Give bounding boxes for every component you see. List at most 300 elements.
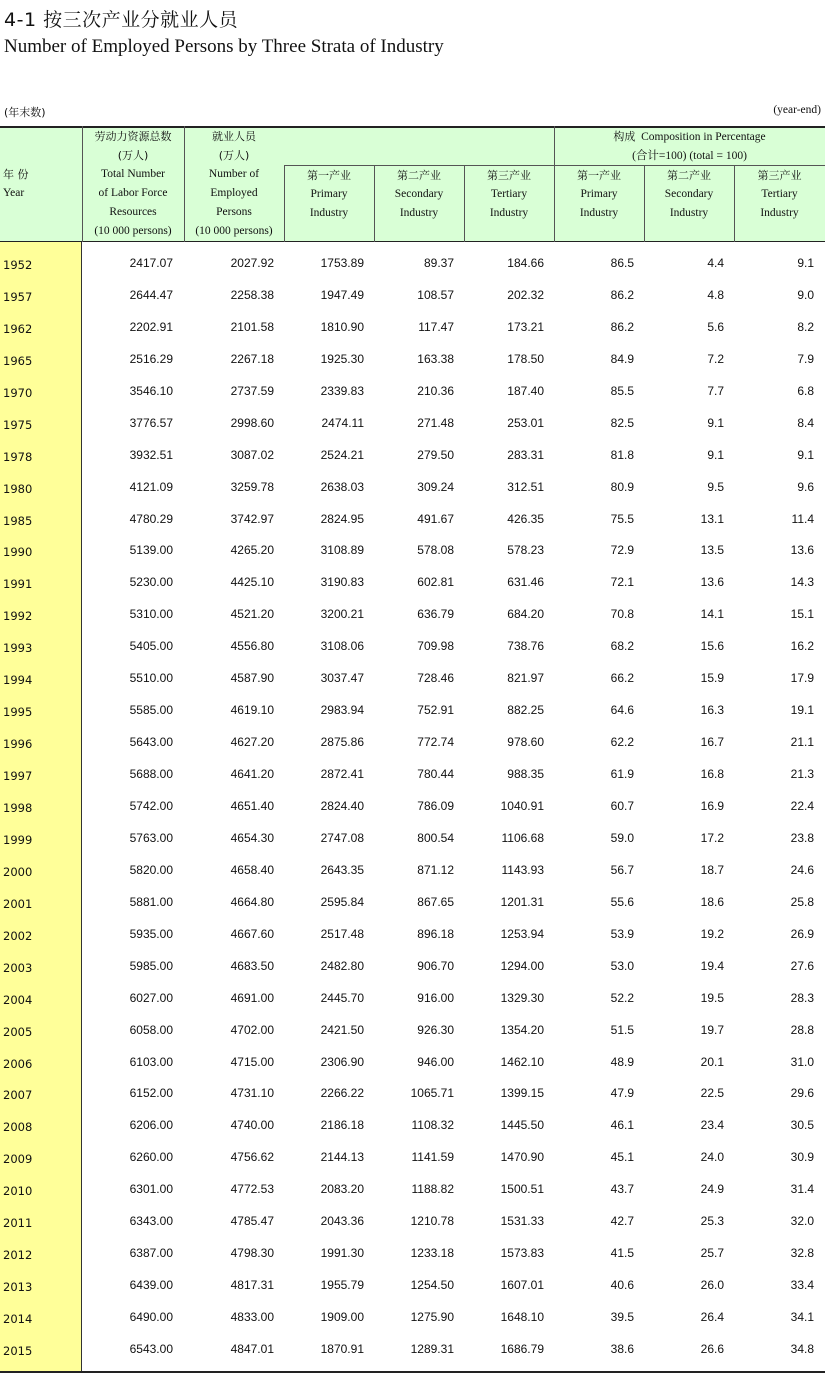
value-cell: 926.30 <box>417 1022 454 1037</box>
value-cell: 1294.00 <box>500 958 544 973</box>
value-cell: 4798.30 <box>230 1246 274 1261</box>
unit-note-chinese: (年末数) <box>4 106 46 119</box>
header-composition-en: Composition in Percentage <box>641 131 766 143</box>
table-row <box>0 466 825 498</box>
value-cell: 117.47 <box>418 319 454 334</box>
value-cell: 636.79 <box>417 607 454 622</box>
year-cell: 1990 <box>3 545 33 560</box>
header-divider-1 <box>82 126 83 242</box>
value-cell: 53.9 <box>610 926 634 941</box>
value-cell: 2998.60 <box>230 415 274 430</box>
year-cell: 2013 <box>3 1280 33 1295</box>
table-title-english: Number of Employed Persons by Three Strata of Industry <box>4 36 444 57</box>
year-cell: 2010 <box>3 1184 33 1199</box>
value-cell: 4756.62 <box>230 1150 274 1165</box>
value-cell: 16.2 <box>790 639 814 654</box>
value-cell: 55.6 <box>610 894 634 909</box>
year-cell: 1997 <box>3 769 33 784</box>
value-cell: 3932.51 <box>129 447 173 462</box>
header-primary-abs <box>284 166 374 242</box>
header-secondary-en1: Secondary <box>394 188 444 200</box>
value-cell: 3742.97 <box>230 511 274 526</box>
value-cell: 2267.18 <box>230 351 274 366</box>
value-cell: 7.7 <box>707 383 724 398</box>
year-cell: 1985 <box>3 513 33 528</box>
year-cell: 1995 <box>3 705 33 720</box>
value-cell: 1329.30 <box>500 990 544 1005</box>
value-cell: 6343.00 <box>129 1214 173 1229</box>
table-row <box>0 913 825 945</box>
table-row <box>0 274 825 306</box>
value-cell: 800.54 <box>417 830 454 845</box>
value-cell: 17.2 <box>700 830 724 845</box>
value-cell: 1289.31 <box>410 1341 454 1356</box>
header-tertiary-abs <box>464 166 554 242</box>
header-labor-cn: 劳动力资源总数 <box>94 130 172 143</box>
value-cell: 80.9 <box>610 479 634 494</box>
value-cell: 4654.30 <box>230 830 274 845</box>
header-secondary-abs <box>374 166 464 242</box>
value-cell: 4658.40 <box>230 862 274 877</box>
value-cell: 8.2 <box>797 319 814 334</box>
value-cell: 2482.80 <box>320 958 364 973</box>
value-cell: 4817.31 <box>230 1278 274 1293</box>
value-cell: 53.0 <box>610 958 634 973</box>
value-cell: 108.57 <box>417 287 454 302</box>
value-cell: 906.70 <box>417 958 454 973</box>
value-cell: 31.0 <box>790 1054 814 1069</box>
value-cell: 42.7 <box>610 1214 634 1229</box>
value-cell: 1607.01 <box>500 1278 544 1293</box>
value-cell: 882.25 <box>507 703 544 718</box>
table-body <box>0 242 825 1372</box>
value-cell: 5985.00 <box>129 958 173 973</box>
value-cell: 1445.50 <box>500 1118 544 1133</box>
value-cell: 13.1 <box>700 511 724 526</box>
header-primary-pct-cn: 第一产业 <box>577 169 621 182</box>
value-cell: 6058.00 <box>129 1022 173 1037</box>
value-cell: 178.50 <box>507 351 544 366</box>
header-secondary-pct <box>644 166 734 242</box>
value-cell: 4121.09 <box>129 479 173 494</box>
value-cell: 24.6 <box>790 862 814 877</box>
value-cell: 4.4 <box>707 256 724 270</box>
value-cell: 5.6 <box>707 319 724 334</box>
value-cell: 2595.84 <box>320 894 364 909</box>
value-cell: 2983.94 <box>320 703 364 718</box>
unit-note-english: (year-end) <box>773 104 821 116</box>
value-cell: 66.2 <box>610 671 634 686</box>
value-cell: 89.37 <box>423 256 454 270</box>
value-cell: 279.50 <box>417 447 454 462</box>
year-cell: 2015 <box>3 1343 33 1358</box>
value-cell: 82.5 <box>610 415 634 430</box>
value-cell: 780.44 <box>417 767 454 782</box>
value-cell: 9.1 <box>707 447 724 462</box>
value-cell: 22.4 <box>790 798 814 813</box>
value-cell: 1275.90 <box>410 1310 454 1325</box>
value-cell: 3108.06 <box>320 639 364 654</box>
value-cell: 20.1 <box>700 1054 724 1069</box>
value-cell: 1253.94 <box>500 926 544 941</box>
value-cell: 61.9 <box>610 767 634 782</box>
header-secondary-cn: 第二产业 <box>397 169 441 182</box>
value-cell: 28.8 <box>790 1022 814 1037</box>
value-cell: 2306.90 <box>320 1054 364 1069</box>
value-cell: 34.8 <box>790 1341 814 1356</box>
table-row <box>0 370 825 402</box>
value-cell: 52.2 <box>610 990 634 1005</box>
year-cell: 1980 <box>3 481 33 496</box>
value-cell: 19.4 <box>700 958 724 973</box>
header-labor-unit-cn: (万人) <box>117 149 149 162</box>
value-cell: 19.5 <box>700 990 724 1005</box>
value-cell: 4521.20 <box>230 607 274 622</box>
year-cell: 2004 <box>3 992 33 1007</box>
value-cell: 1143.93 <box>501 862 544 877</box>
header-top-rule <box>0 126 825 128</box>
table-row <box>0 1136 825 1168</box>
value-cell: 9.1 <box>707 415 724 430</box>
value-cell: 16.3 <box>700 703 724 718</box>
value-cell: 4.8 <box>707 287 724 302</box>
value-cell: 38.6 <box>610 1341 634 1356</box>
value-cell: 47.9 <box>610 1086 634 1101</box>
header-primary-pct-en1: Primary <box>580 188 618 200</box>
value-cell: 7.2 <box>707 351 724 366</box>
value-cell: 3259.78 <box>230 479 274 494</box>
value-cell: 896.18 <box>417 926 454 941</box>
value-cell: 772.74 <box>417 735 454 750</box>
value-cell: 312.51 <box>507 479 544 494</box>
value-cell: 1991.30 <box>320 1246 364 1261</box>
year-cell: 1978 <box>3 449 33 464</box>
year-cell: 2000 <box>3 864 33 879</box>
value-cell: 1065.71 <box>410 1086 454 1101</box>
value-cell: 24.0 <box>700 1150 724 1165</box>
value-cell: 16.8 <box>700 767 724 782</box>
header-labor-cell <box>82 126 184 242</box>
value-cell: 5881.00 <box>129 894 173 909</box>
table-row <box>0 881 825 913</box>
value-cell: 867.65 <box>417 894 454 909</box>
header-employed-cn: 就业人员 <box>212 130 256 143</box>
value-cell: 5585.00 <box>129 703 173 718</box>
value-cell: 5763.00 <box>129 830 173 845</box>
year-cell: 1993 <box>3 641 33 656</box>
value-cell: 62.2 <box>610 735 634 750</box>
value-cell: 6301.00 <box>129 1182 173 1197</box>
table-row <box>0 1168 825 1200</box>
value-cell: 24.9 <box>700 1182 724 1197</box>
header-divider-8 <box>734 166 735 242</box>
table-row <box>0 721 825 753</box>
year-cell: 1994 <box>3 673 33 688</box>
value-cell: 86.2 <box>610 319 634 334</box>
value-cell: 2643.35 <box>320 862 364 877</box>
header-primary-en1: Primary <box>310 188 348 200</box>
value-cell: 13.6 <box>790 543 814 558</box>
header-industry-spacer <box>284 126 554 166</box>
value-cell: 33.4 <box>790 1278 814 1293</box>
value-cell: 30.5 <box>790 1118 814 1133</box>
table-row <box>0 434 825 466</box>
value-cell: 84.9 <box>610 351 634 366</box>
value-cell: 2339.83 <box>320 383 364 398</box>
header-year-en: Year <box>3 187 25 199</box>
value-cell: 173.21 <box>507 319 544 334</box>
value-cell: 283.31 <box>507 447 544 462</box>
value-cell: 27.6 <box>790 958 814 973</box>
year-cell: 1991 <box>3 577 33 592</box>
value-cell: 86.2 <box>610 287 634 302</box>
value-cell: 34.1 <box>790 1310 814 1325</box>
value-cell: 602.81 <box>417 575 454 590</box>
value-cell: 4847.01 <box>230 1341 274 1356</box>
value-cell: 46.1 <box>610 1118 634 1133</box>
value-cell: 31.4 <box>790 1182 814 1197</box>
value-cell: 4265.20 <box>230 543 274 558</box>
value-cell: 25.3 <box>700 1214 724 1229</box>
value-cell: 631.46 <box>507 575 544 590</box>
value-cell: 210.36 <box>417 383 454 398</box>
value-cell: 48.9 <box>610 1054 634 1069</box>
value-cell: 4641.20 <box>230 767 274 782</box>
header-tertiary-en2: Industry <box>489 207 529 219</box>
value-cell: 1753.89 <box>320 256 364 270</box>
value-cell: 2524.21 <box>320 447 364 462</box>
value-cell: 1470.90 <box>500 1150 544 1165</box>
value-cell: 5139.00 <box>129 543 173 558</box>
value-cell: 2517.48 <box>320 926 364 941</box>
value-cell: 752.91 <box>417 703 454 718</box>
value-cell: 9.1 <box>797 256 814 270</box>
value-cell: 2043.36 <box>320 1214 364 1229</box>
value-cell: 6103.00 <box>129 1054 173 1069</box>
header-primary-pct-en2: Industry <box>579 207 619 219</box>
value-cell: 253.01 <box>507 415 544 430</box>
year-cell: 2008 <box>3 1120 33 1135</box>
value-cell: 2872.41 <box>320 767 364 782</box>
value-cell: 26.0 <box>700 1278 724 1293</box>
value-cell: 13.6 <box>700 575 724 590</box>
header-labor-en1: Total Number <box>100 168 166 180</box>
value-cell: 1210.78 <box>410 1214 454 1229</box>
header-labor-en4: (10 000 persons) <box>94 225 172 237</box>
table-row <box>0 1041 825 1073</box>
value-cell: 60.7 <box>610 798 634 813</box>
value-cell: 1040.91 <box>500 798 544 813</box>
value-cell: 4785.47 <box>230 1214 274 1229</box>
value-cell: 56.7 <box>610 862 634 877</box>
table-row <box>0 625 825 657</box>
value-cell: 21.1 <box>790 735 814 750</box>
value-cell: 1106.68 <box>501 830 544 845</box>
value-cell: 3037.47 <box>320 671 364 686</box>
value-cell: 978.60 <box>507 735 544 750</box>
value-cell: 4425.10 <box>230 575 274 590</box>
value-cell: 39.5 <box>610 1310 634 1325</box>
value-cell: 2445.70 <box>320 990 364 1005</box>
table-row <box>0 529 825 561</box>
value-cell: 4833.00 <box>230 1310 274 1325</box>
value-cell: 15.6 <box>700 639 724 654</box>
value-cell: 1648.10 <box>500 1310 544 1325</box>
year-cell: 1996 <box>3 737 33 752</box>
year-cell: 2012 <box>3 1248 33 1263</box>
value-cell: 13.5 <box>700 543 724 558</box>
value-cell: 184.66 <box>507 256 544 270</box>
header-tertiary-pct-cn: 第三产业 <box>757 169 802 182</box>
value-cell: 6387.00 <box>129 1246 173 1261</box>
table-row <box>0 1296 825 1328</box>
value-cell: 1947.49 <box>320 287 364 302</box>
value-cell: 70.8 <box>610 607 634 622</box>
value-cell: 81.8 <box>610 447 634 462</box>
value-cell: 18.6 <box>700 894 724 909</box>
table-row <box>0 945 825 977</box>
year-cell: 2005 <box>3 1024 33 1039</box>
value-cell: 1531.33 <box>500 1214 544 1229</box>
value-cell: 51.5 <box>610 1022 634 1037</box>
header-primary-cn: 第一产业 <box>307 169 351 182</box>
value-cell: 6027.00 <box>129 990 173 1005</box>
value-cell: 25.7 <box>700 1246 724 1261</box>
value-cell: 4683.50 <box>230 958 274 973</box>
value-cell: 946.00 <box>417 1054 454 1069</box>
header-employed-en3: Persons <box>216 206 252 218</box>
value-cell: 578.08 <box>417 543 454 558</box>
value-cell: 1955.79 <box>320 1278 364 1293</box>
value-cell: 2186.18 <box>320 1118 364 1133</box>
header-divider-3 <box>284 166 285 242</box>
table-row <box>0 689 825 721</box>
header-tertiary-pct-en1: Tertiary <box>761 188 798 200</box>
table-row <box>0 402 825 434</box>
value-cell: 1141.59 <box>411 1150 454 1165</box>
year-cell: 1970 <box>3 385 33 400</box>
value-cell: 684.20 <box>507 607 544 622</box>
table-row <box>0 657 825 689</box>
table-row <box>0 1328 825 1360</box>
header-composition-cn: 构成 <box>613 130 636 143</box>
value-cell: 728.46 <box>417 671 454 686</box>
value-cell: 85.5 <box>610 383 634 398</box>
header-tertiary-pct <box>734 166 825 242</box>
value-cell: 1254.50 <box>410 1278 454 1293</box>
header-tertiary-pct-en2: Industry <box>760 207 799 219</box>
value-cell: 9.5 <box>707 479 724 494</box>
header-tertiary-cn: 第三产业 <box>487 169 531 182</box>
header-secondary-pct-cn: 第二产业 <box>667 169 711 182</box>
value-cell: 2266.22 <box>320 1086 364 1101</box>
value-cell: 4651.40 <box>230 798 274 813</box>
table-row <box>0 785 825 817</box>
value-cell: 2144.13 <box>320 1150 364 1165</box>
year-cell: 2007 <box>3 1088 33 1103</box>
header-year-cell <box>0 126 82 242</box>
value-cell: 4619.10 <box>230 703 274 718</box>
header-primary-en2: Industry <box>309 207 349 219</box>
table-row <box>0 1264 825 1296</box>
value-cell: 2824.95 <box>320 511 364 526</box>
header-secondary-en2: Industry <box>399 207 439 219</box>
value-cell: 2875.86 <box>320 735 364 750</box>
value-cell: 3200.21 <box>320 607 364 622</box>
table-title-chinese: 4-1 按三次产业分就业人员 <box>4 9 239 31</box>
value-cell: 19.2 <box>700 926 724 941</box>
value-cell: 5643.00 <box>129 735 173 750</box>
value-cell: 491.67 <box>417 511 454 526</box>
value-cell: 1201.31 <box>500 894 544 909</box>
year-cell: 2011 <box>3 1216 33 1231</box>
value-cell: 4740.00 <box>230 1118 274 1133</box>
value-cell: 578.23 <box>507 543 544 558</box>
value-cell: 6543.00 <box>129 1341 173 1356</box>
year-cell: 2001 <box>3 896 33 911</box>
value-cell: 15.1 <box>790 607 814 622</box>
table-row <box>0 593 825 625</box>
header-employed-en2: Employed <box>210 187 258 199</box>
header-divider-5 <box>464 166 465 242</box>
value-cell: 1870.91 <box>320 1341 364 1356</box>
value-cell: 23.8 <box>790 830 814 845</box>
value-cell: 786.09 <box>417 798 454 813</box>
header-primary-pct <box>554 166 644 242</box>
year-cell: 2003 <box>3 960 33 975</box>
value-cell: 14.3 <box>790 575 814 590</box>
table-row <box>0 1072 825 1104</box>
value-cell: 2824.40 <box>320 798 364 813</box>
value-cell: 309.24 <box>417 479 454 494</box>
table-bottom-rule <box>0 1371 825 1373</box>
value-cell: 6206.00 <box>129 1118 173 1133</box>
value-cell: 6490.00 <box>129 1310 173 1325</box>
value-cell: 1399.15 <box>500 1086 544 1101</box>
header-secondary-pct-en2: Industry <box>669 207 709 219</box>
value-cell: 1233.18 <box>410 1246 454 1261</box>
value-cell: 64.6 <box>610 703 634 718</box>
value-cell: 2417.07 <box>129 256 173 270</box>
value-cell: 4627.20 <box>230 735 274 750</box>
value-cell: 14.1 <box>700 607 724 622</box>
value-cell: 72.9 <box>610 543 634 558</box>
value-cell: 1810.90 <box>320 319 364 334</box>
year-cell: 1962 <box>3 321 33 336</box>
table-row <box>0 242 825 274</box>
header-year-cn: 年 份 <box>3 168 29 181</box>
value-cell: 738.76 <box>507 639 544 654</box>
value-cell: 3108.89 <box>320 543 364 558</box>
year-cell: 2002 <box>3 928 33 943</box>
value-cell: 4556.80 <box>230 639 274 654</box>
value-cell: 9.1 <box>797 447 814 462</box>
value-cell: 28.3 <box>790 990 814 1005</box>
year-cell: 1965 <box>3 353 33 368</box>
year-cell: 1957 <box>3 289 33 304</box>
value-cell: 2027.92 <box>230 256 274 270</box>
value-cell: 2516.29 <box>129 351 173 366</box>
value-cell: 9.0 <box>797 287 814 302</box>
value-cell: 16.9 <box>700 798 724 813</box>
value-cell: 5405.00 <box>129 639 173 654</box>
value-cell: 16.7 <box>700 735 724 750</box>
value-cell: 25.8 <box>790 894 814 909</box>
value-cell: 6.8 <box>797 383 814 398</box>
value-cell: 18.7 <box>700 862 724 877</box>
header-labor-en3: Resources <box>109 206 157 218</box>
value-cell: 17.9 <box>790 671 814 686</box>
